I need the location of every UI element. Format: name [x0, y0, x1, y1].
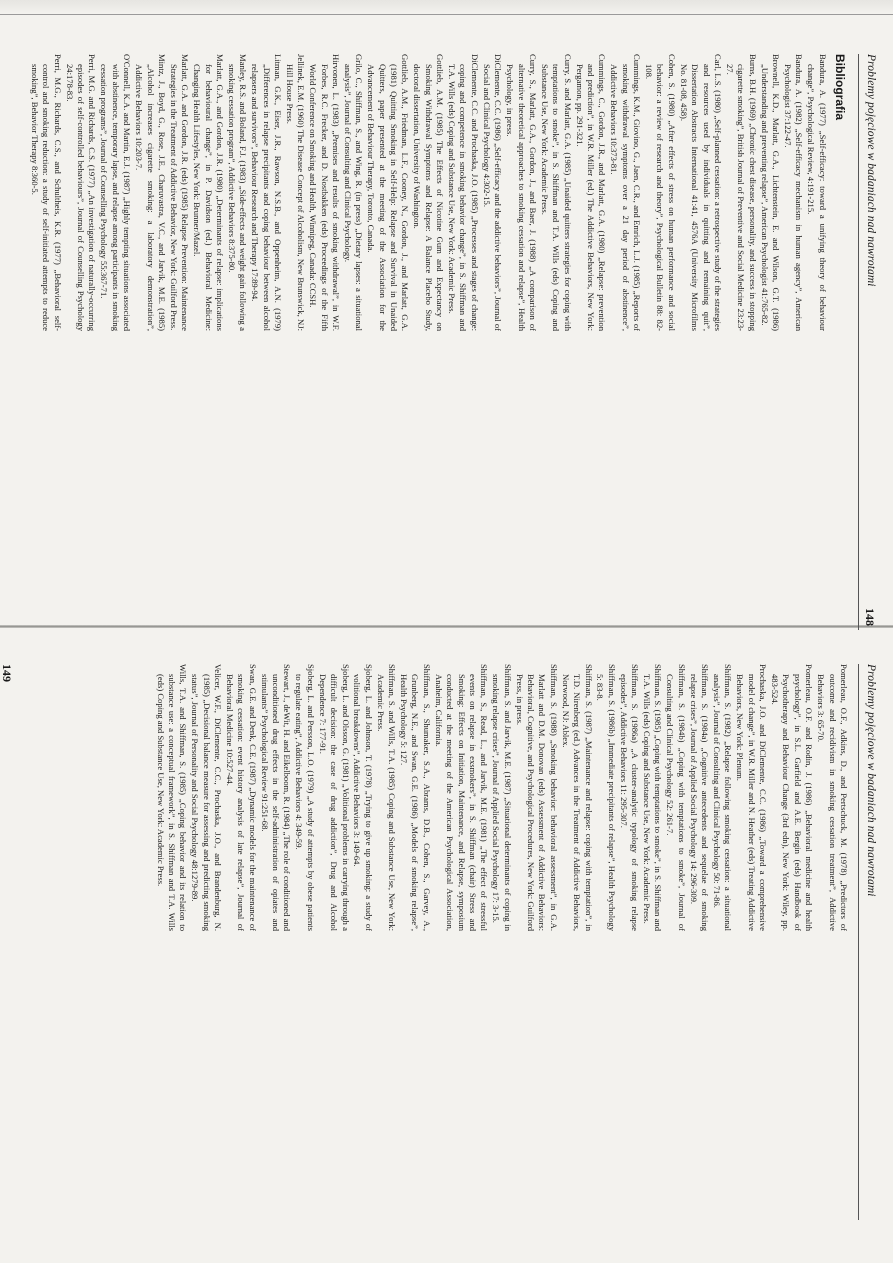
running-head: Problemy pojęciowe w badaniach nad nawrotami: [865, 664, 877, 897]
reference-entry: Cohen, S. (1980) „After effects of stress on human performance and social behavior: a review of research and theory”, Psychological Bulletin 88: 82-108.: [644, 54, 677, 331]
reference-entry: Velicer, W.F., DiClemente, C.C., Prochaska, J.O., and Brandenburg, N. (1985) „Decisional balance measure for assessing and predicting smoking status”, Journal of Personality and Social Psychology 48:1279-89.: [190, 664, 224, 931]
page-149: [0, 640, 883, 1240]
reference-entry: Manley, R.S. and Boland, F.J. (1983) „Side-effects and weight gain following a smoking cessation program”, Addictive Behaviors 8:375-80.: [226, 54, 249, 331]
reference-list: [154, 664, 849, 931]
reference-entry: Stewart, J., deWit, H. and Eikelboom, R. (1984) „The role of conditioned and unconditioned drug effects in the self-administration of opiates and stimulants” Psychological Review 91:251-68.: [259, 664, 293, 931]
reference-entry: Carl, L.S. (1980) „Self-planned cessation: a retrospective study of the strategies and resources used by individuals in quitting and remaining quit”, Dissertation Abstracts International 41:41, 4576A (University Microfilms No. 81-08, 458).: [678, 54, 723, 331]
reference-entry: Prochaska, J.O. and DiClemente, C.C. (1986) „Toward a comprehensive model of change”, in W.R. Miller and N. Heather (eds) Treating Addictive Behaviors, New York: Plenum.: [735, 664, 769, 931]
reference-entry: DiClemente, C.C. and Prochaska, J.O. (1985) „Processes and stages of change: coping and competence in smoking behavior change”, in S. Shiffman and T.A. Wills (eds) Coping and Substance Use, New York: Academic Press.: [447, 54, 480, 331]
reference-entry: Perri, M.G. and Richards, C.S. (1977) „An investigation of naturally-occurring episodes of self-controlled behaviours”, Journal of Counselling Psychology 24:178-83.: [64, 54, 98, 331]
reference-entry: Sjoberg, L. and Johnson, T. (1978) „Trying to give up smoking: a study of volitional breakdowns”, Addictive Behaviors 3: 149-64.: [352, 664, 374, 931]
header-rule: [858, 664, 859, 1220]
reference-entry: Litman, G.K., Eiser, J.R., Rawson, N.S.B., and Oppenheim, A.N. (1979) „Differences in relapse precipitants and coping behaviour between alcohol relapsers and survivors”, Behaviour Research and Therapy 17:89-94.: [250, 54, 283, 331]
page-148: [0, 30, 883, 650]
scan-top-edge: [0, 0, 893, 15]
header-rule: [858, 54, 859, 630]
reference-entry: Gottlieb, A.M., Friedman, L.F., Cooney, N., Gordon, J., and Marlatt, G.A. (1981) Quitting Smoking in Self-Help: Relapse and Survival in Unaided Quitters, paper presented at the meeting of the Association for the Advancement of Behaviour Therapy, Toronto, Canada.: [366, 54, 411, 331]
reference-entry: Curry, S., Marlatt, G.A., Gordon, J., and Baer, J. (1988) „A comparison of alternative theoretical approaches to smoking cessation and relapse”, Health Psychology, in press.: [505, 54, 538, 331]
reference-entry: Sjoberg, L. and Olsson, G. (1981) „Volitional problems in carrying through a difficult decision: the case of drug addiction”, Drug and Alcohol Dependence 7: 177-91.: [317, 664, 351, 931]
reference-entry: Bandura, A. (1977) „Self-efficacy: toward a unifying theory of behaviour change”, Psychological Review, 4:191-215.: [806, 54, 828, 331]
reference-entry: Gottlieb, A.M. (1985) The Effects of Nicotine Gum and Expectancy on Smoking Withdrawal Symptoms and Relapse: A Balance Placebo Study, doctoral dissertation, University of Washington.: [412, 54, 446, 331]
reference-entry: Burns, B.H. (1969) „Chronic chest disease, personality, and success in stopping cigarette smoking”, British Journal of Preventive and Social Medicine 23:23-27.: [724, 54, 758, 331]
reference-entry: Shiffman, S. (1984a) „Cognitive antecedents and sequelae of smoking relapse crises”, Journal of Applied Social Psychology 14: 296-309.: [688, 664, 711, 931]
section-title: Bibliografia: [833, 54, 847, 121]
running-head: Problemy pojęciowe w badaniach nad nawrotami: [865, 54, 877, 287]
reference-entry: Brownell, K.D., Marlatt, G.A., Lichtenstein, E. and Wilson, G.T. (1986) „Understanding and preventing relapse”, American Psychologist 41:765-82.: [759, 54, 781, 331]
reference-entry: Jellinek, E.M. (1960) The Disease Concept of Alcoholism, New Brunswick, NJ: Hill House Press.: [284, 54, 307, 331]
reference-entry: Shiffman, S. (1986b) „Immediate precipitants of relapse”, Health Psychology 5: 83-8.: [595, 664, 617, 931]
bibliography-columns: [21, 54, 849, 630]
reference-entry: Bandura, A. (1982) „Self-efficacy mechanism in human agency”, American Psychologist 37:122-47.: [782, 54, 805, 331]
reference-entry: Swan, G.E. and Denk, C.E. (1987) „Dynamic models for the maintenance of smoking cessation: event history analysis of late relapse”, Journal of Behavioral Medicine 10:527-44.: [224, 664, 258, 931]
reference-entry: Shiffman, S. (1985) „Coping with temptations to smoke”, in S. Shiffman and T.A. Wills (eds) Coping and Substance Use, New York: Academic Press.: [642, 664, 664, 931]
reference-list: [29, 54, 828, 331]
reference-entry: O'Connell, K.A. and Martin, E.J. (1987) „Highly tempting situations associated with abstinence, temporary lapse, and relapse among participants in smoking cessation programs”, Journal of Counselling Psychology 55:367-71.: [99, 54, 133, 331]
reference-entry: Wills, T.A. and Shiffman, S. (1985) „Coping behavior and its relation to substance use: a conceptual framework”, in S. Shiffman and T.A. Wills (eds) Coping and Substance Use, New York: Academic Press.: [155, 664, 189, 931]
reference-entry: Hirvonen, L. (1983) „Premises and results of smoking withdrawal”, in W.F. Forbes, R.C. Frecker, and D. Nostbakken (eds) Proceedings of the Fifth World Conference on Smoking and Health, Winnipeg, Canada: CCSH.: [308, 54, 342, 331]
reference-entry: Shiffman, S. (1982) „Relapse following smoking cessation: a situational analysis”, Journal of Consulting and Clinical Psychology 50: 71-86.: [712, 664, 734, 931]
reference-entry: Marlatt, G.A. and Gordon, J.R. (eds) (1985) Relapse Prevention: Maintenance Strategies in the Treatment of Addictive Behavior, New York: Guilford Press.: [168, 54, 191, 331]
reference-entry: Cummings, C., Gordon, J.R., and Marlatt, G.A. (1980) „Relapse: prevention and prediction”, in W.R. Miller (ed.) The Addictive Behaviors, New York: Pergamon, pp. 291-321.: [574, 54, 608, 331]
reference-entry: Shiffman, S. (1987) „Maintenance and relapse: coping with temptation”, in T.D. Nirenberg (ed.) Advances in the Treatment of Addictive Behaviors, Norwood, NJ: Ablex.: [560, 664, 594, 931]
reference-entry: Mintz, J., Boyd, G., Rose, J.E., Charuvastra, V.C., and Jarvik, M.E. (1985) „Alcohol increases cigarette smoking: a laboratory demonstration”, Addictive Behaviors 10:203-7.: [134, 54, 167, 331]
reference-entry: Grilo, C., Shiffman, S., and Wing, R. (in press) „Dietary lapses: a situational analysis”, Journal of Consulting and Clinical Psychology.: [342, 54, 365, 331]
reference-entry: Shiffman, S. (1988) „Smoking behavior: behavioral assessment”, in G.A. Marlatt and D.M. Donovan (eds) Assessment of Addictive Behaviors: Behavioral, Cognitive, and Psychological Procedures, New York: Guilford Press, in press.: [514, 664, 559, 931]
reference-entry: Shiffman, S., Shumaker, S.A., Abrams, D.B., Cohen, S., Garvey, A., Grunberg, N.E., and Swan, G.E. (1986) „Models of smoking relapse”, Health Psychology 5: 127.: [399, 664, 432, 931]
reference-entry: Shiffman, S. (1984b) „Coping with temptations to smoke”, Journal of Consulting and Clinical Psychology 52: 261-7.: [665, 664, 687, 931]
page-number: 149: [0, 664, 14, 682]
reference-entry: Curry, S. and Marlatt, G.A. (1985) „Unaided quitters strategies for coping with temptations to smoke”, in S. Shiffman and T.A. Wills (eds) Coping and Substance Use, New York: Academic Press.: [539, 54, 573, 331]
reference-entry: Shiffman, S. and Wills, T.A. (1985) Coping and Substance Use, New York: Academic Press.: [375, 664, 398, 931]
reference-entry: Shiffman, S. and Jarvik, M.E. (1987) „Situational determinants of coping in smoking relapse crises”, Journal of Applied Social Psychology 17: 3-15.: [491, 664, 513, 931]
reference-entry: Marlatt, G.A., and Gordon, J.R. (1980) „Determinants of relapse: implications for behavioural change”, in P. Davidson (ed.) Behavioral Medicine: Changing Health Lifestyles, New York: Brunner/Mazel.: [192, 54, 225, 331]
reference-entry: Perri, M.G., Richards, C.S., and Schultheis, K.R. (1977) „Behavioral self-control and smoking reduction: a study of self-initiated attempts to reduce smoking”, Behavior Therapy 8:360-5.: [29, 54, 63, 331]
reference-entry: Sjoberg, L. and Persson, L.O. (1979) „A study of attempts by obese patients to regulate eating”, Addictive Behaviors 4: 349-59.: [294, 664, 316, 931]
reference-entry: Pomerleau, O.F. and Rodin, J. (1986) „Behavioral medicine and health psychology”, in S.L. Garfield and A.E. Bergin (eds) Handbook of Psychotherapy and Behaviour Change (3rd edn), New York: Wiley, pp. 483-524.: [770, 664, 815, 931]
bibliography-columns: [21, 664, 849, 1220]
reference-entry: Cummings, K.M., Giovino, G., Jaen, C.R., and Emrich, L.J. (1985) „Reports of smoking withdrawal symptoms over a 21 day period of abstinence”, Addictive Behaviors 10:373-81.: [609, 54, 643, 331]
reference-entry: Shiffman, S., Read, L., and Jarvik, M.E. (1981) „The effect of stressful events on relapse in exsmokers”, in S. Shiffman (chair) Stress and Smoking: Effects on Initiation, Maintenance, and Relapse, symposium conducted at the meeting of the American Psychological Association, Anaheim, California.: [433, 664, 490, 931]
reference-entry: DiClemente, C.C. (1986) „Self-efficacy and the addictive behaviors”, Journal of Social and Clinical Psychology 4:302-15.: [481, 54, 504, 331]
reference-entry: Shiffman, S. (1986a) „A cluster-analytic typology of smoking relapse episodes”, Addictive Behaviors 11: 295-307.: [618, 664, 641, 931]
reference-entry: Pomerleau, O.F., Adkins, D., and Pertschuck, M. (1978) „Predictors of outcome and recidivism in smoking cessation treatment”, Addictive Behaviors 3: 65-70.: [816, 664, 849, 931]
page-number: 148: [863, 608, 877, 626]
